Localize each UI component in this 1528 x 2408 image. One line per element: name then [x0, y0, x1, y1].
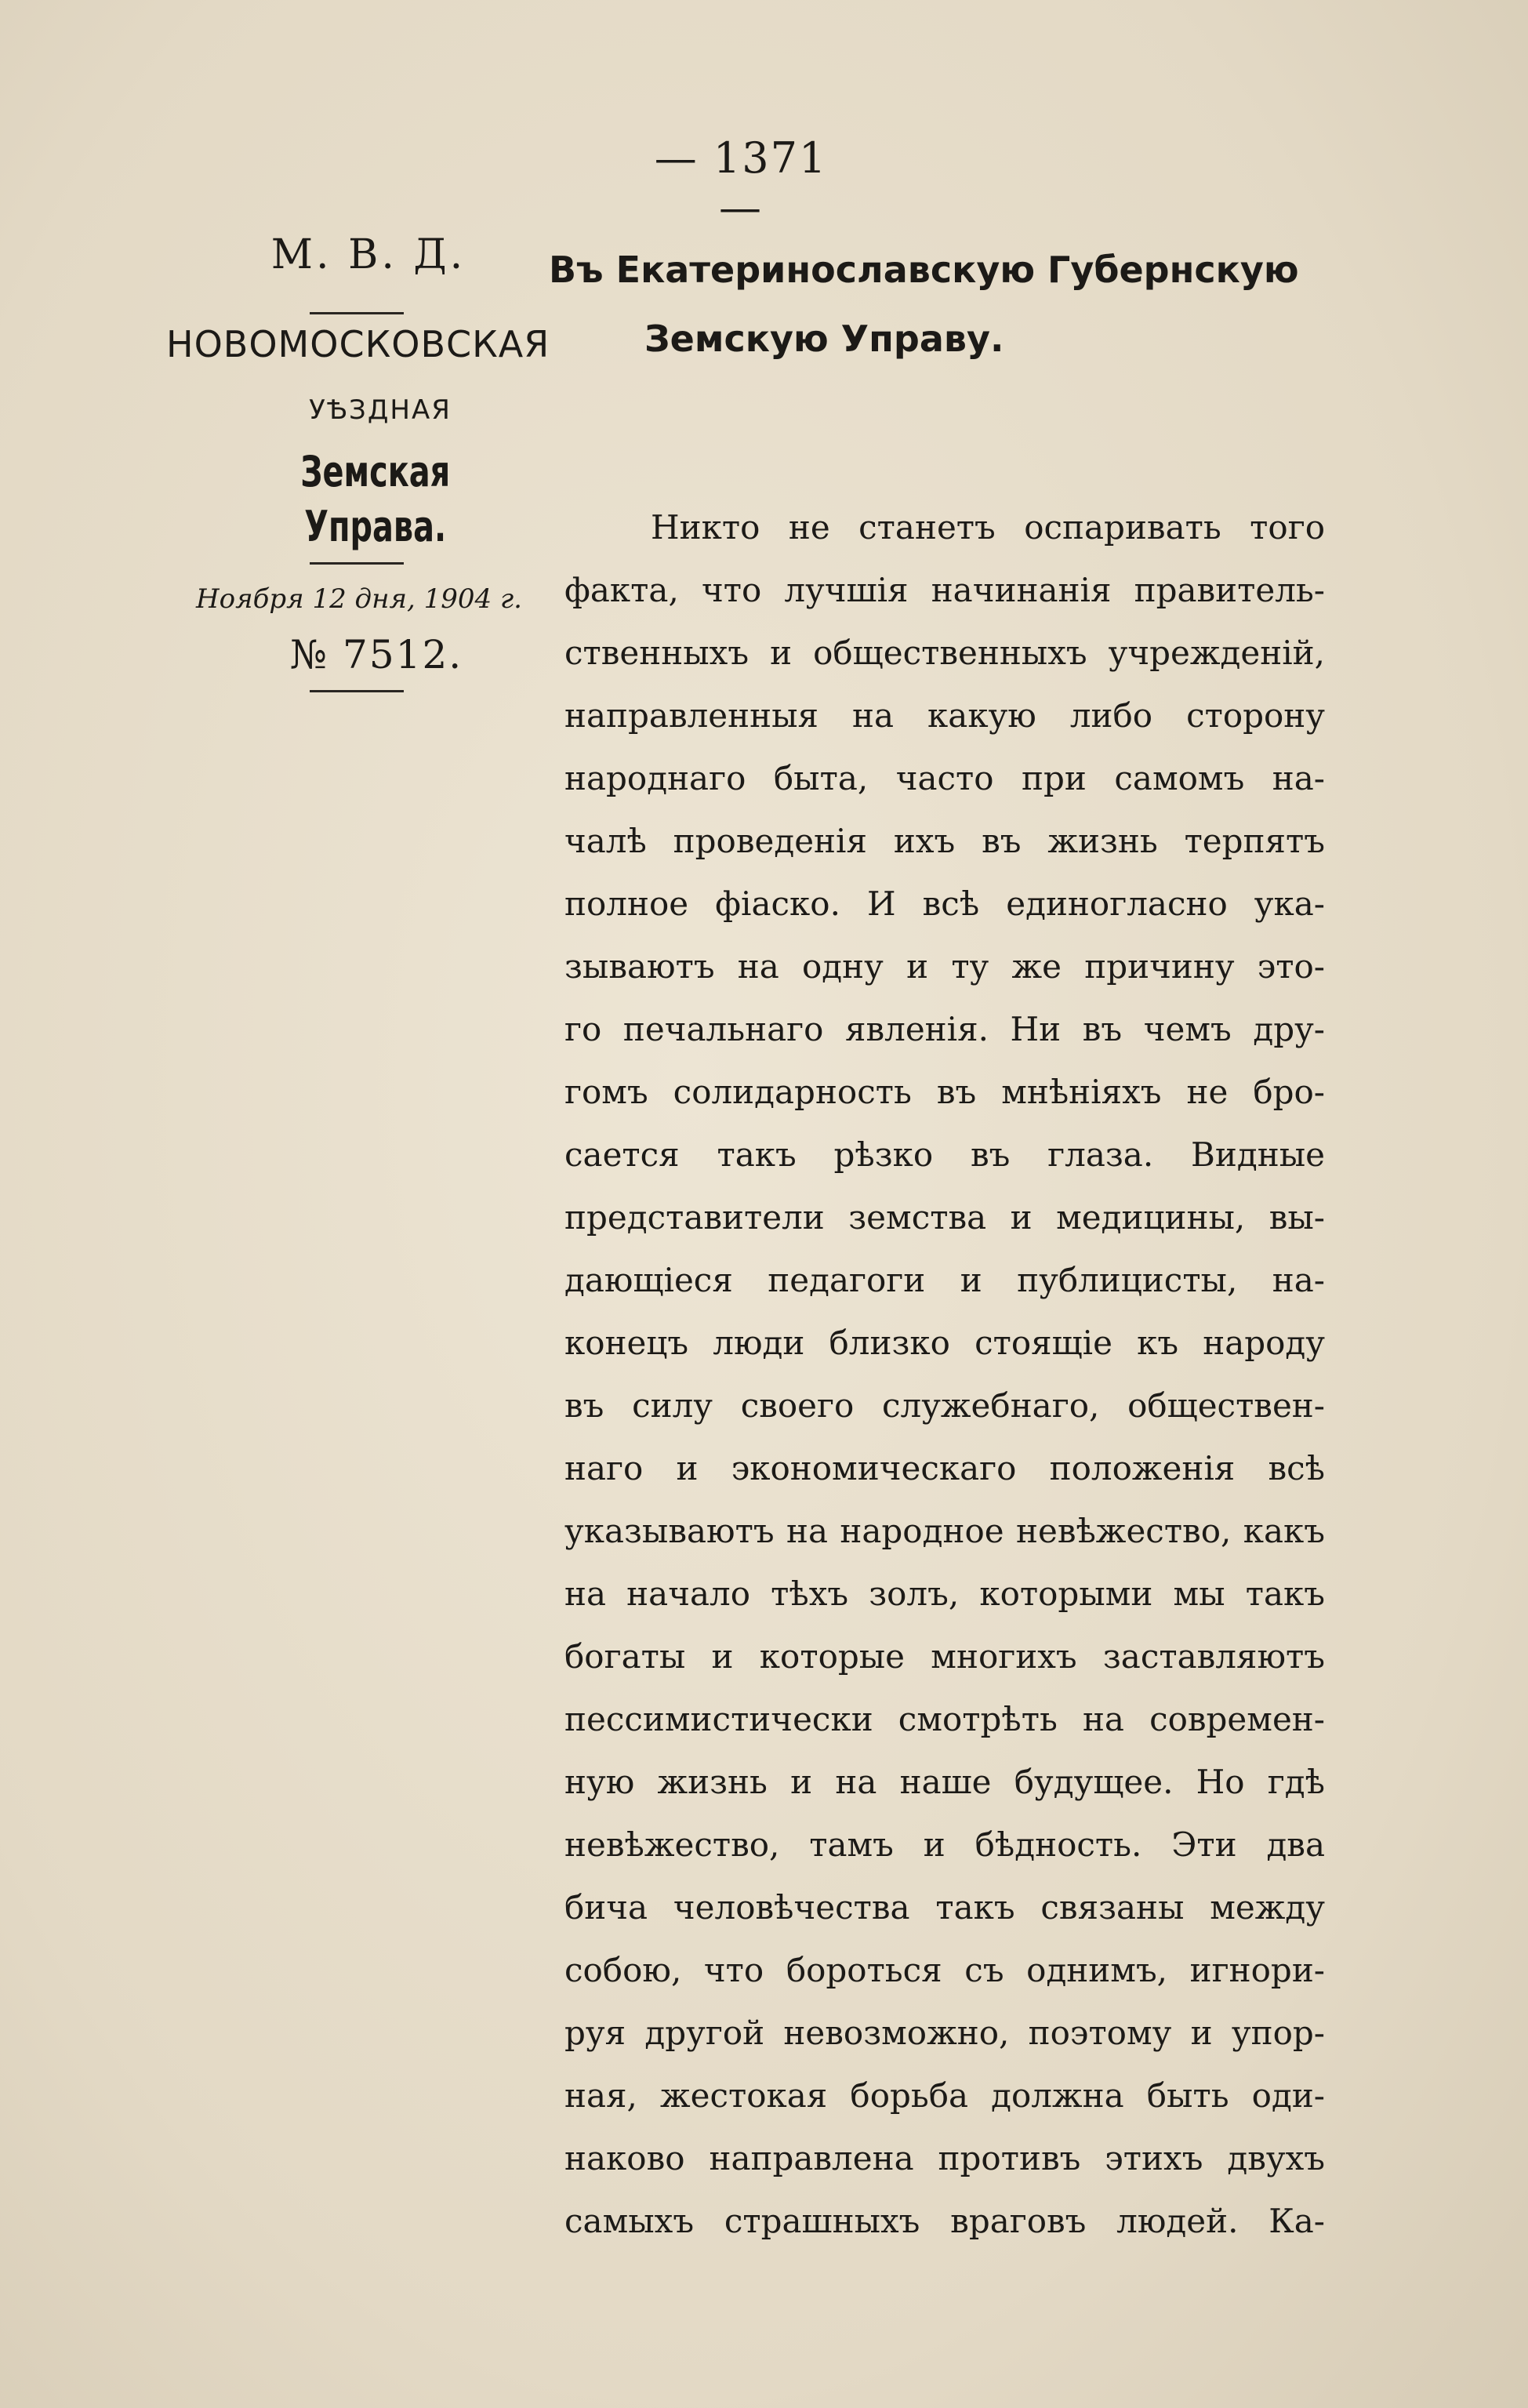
body-line: самыхъ страшныхъ враговъ людей. Ка- [564, 2202, 1325, 2240]
body-line: пессимистически смотрѣть на современ- [564, 1700, 1325, 1738]
body-line: руя другой невозможно, поэтому и упор- [564, 2014, 1325, 2052]
body-line: ная, жестокая борьба должна быть оди- [564, 2076, 1325, 2115]
divider-rule [310, 562, 404, 565]
body-line: чалѣ проведенія ихъ въ жизнь терпятъ [564, 822, 1325, 860]
organization-name: НОВОМОСКОВСКАЯ [166, 323, 550, 365]
body-line: дающіеся педагоги и публицисты, на- [564, 1261, 1325, 1299]
body-line: богаты и которые многихъ заставляютъ [564, 1637, 1325, 1676]
addressee-line-2: Земскую Управу. [644, 318, 1004, 360]
body-line: невѣжество, тамъ и бѣдность. Эти два [564, 1825, 1325, 1864]
body-line: представители земства и медицины, вы- [564, 1198, 1325, 1237]
body-line: указываютъ на народное невѣжество, какъ [564, 1512, 1325, 1550]
letter-number: № 7512. [289, 632, 463, 677]
body-line: гомъ солидарность въ мнѣніяхъ не бро- [564, 1073, 1325, 1111]
body-line: бича человѣчества такъ связаны между [564, 1888, 1325, 1927]
body-line: факта, что лучшія начинанія правитель- [564, 571, 1325, 609]
body-line: Никто не станетъ оспаривать того [651, 508, 1325, 547]
body-line: собою, что бороться съ однимъ, игнори- [564, 1951, 1325, 1989]
body-line: направленныя на какую либо сторону [564, 696, 1325, 735]
ministry-abbrev: М. В. Д. [270, 231, 466, 278]
divider-rule [310, 312, 404, 314]
board-name: Земская Управа. [300, 447, 451, 551]
body-line: конецъ люди близко стоящіе къ народу [564, 1324, 1325, 1362]
county-label: УѢЗДНАЯ [309, 394, 452, 426]
addressee-line-1: Въ Екатеринославскую Губернскую [549, 249, 1299, 291]
page-number: — 1371 — [654, 133, 828, 232]
letter-date: Ноября 12 дня, 1904 г. [196, 583, 522, 615]
body-line: го печальнаго явленія. Ни въ чемъ дру- [564, 1010, 1325, 1048]
body-line: сается такъ рѣзко въ глаза. Видные [564, 1135, 1325, 1174]
body-line: въ силу своего служебнаго, обществен- [564, 1386, 1325, 1425]
body-line: зываютъ на одну и ту же причину это- [564, 947, 1325, 986]
body-line: полное фіаско. И всѣ единогласно ука- [564, 884, 1325, 923]
divider-rule [310, 690, 404, 692]
body-line: ную жизнь и на наше будущее. Но гдѣ [564, 1763, 1325, 1801]
body-text [564, 496, 1325, 2253]
body-line: ственныхъ и общественныхъ учрежденій, [564, 634, 1325, 672]
sender-block [149, 227, 557, 692]
body-line: наго и экономическаго положенія всѣ [564, 1449, 1325, 1487]
body-line: наково направлена противъ этихъ двухъ [564, 2139, 1325, 2177]
body-line: на начало тѣхъ золъ, которыми мы такъ [564, 1574, 1325, 1613]
addressee-block [549, 235, 1333, 373]
body-line: народнаго быта, часто при самомъ на- [564, 759, 1325, 797]
